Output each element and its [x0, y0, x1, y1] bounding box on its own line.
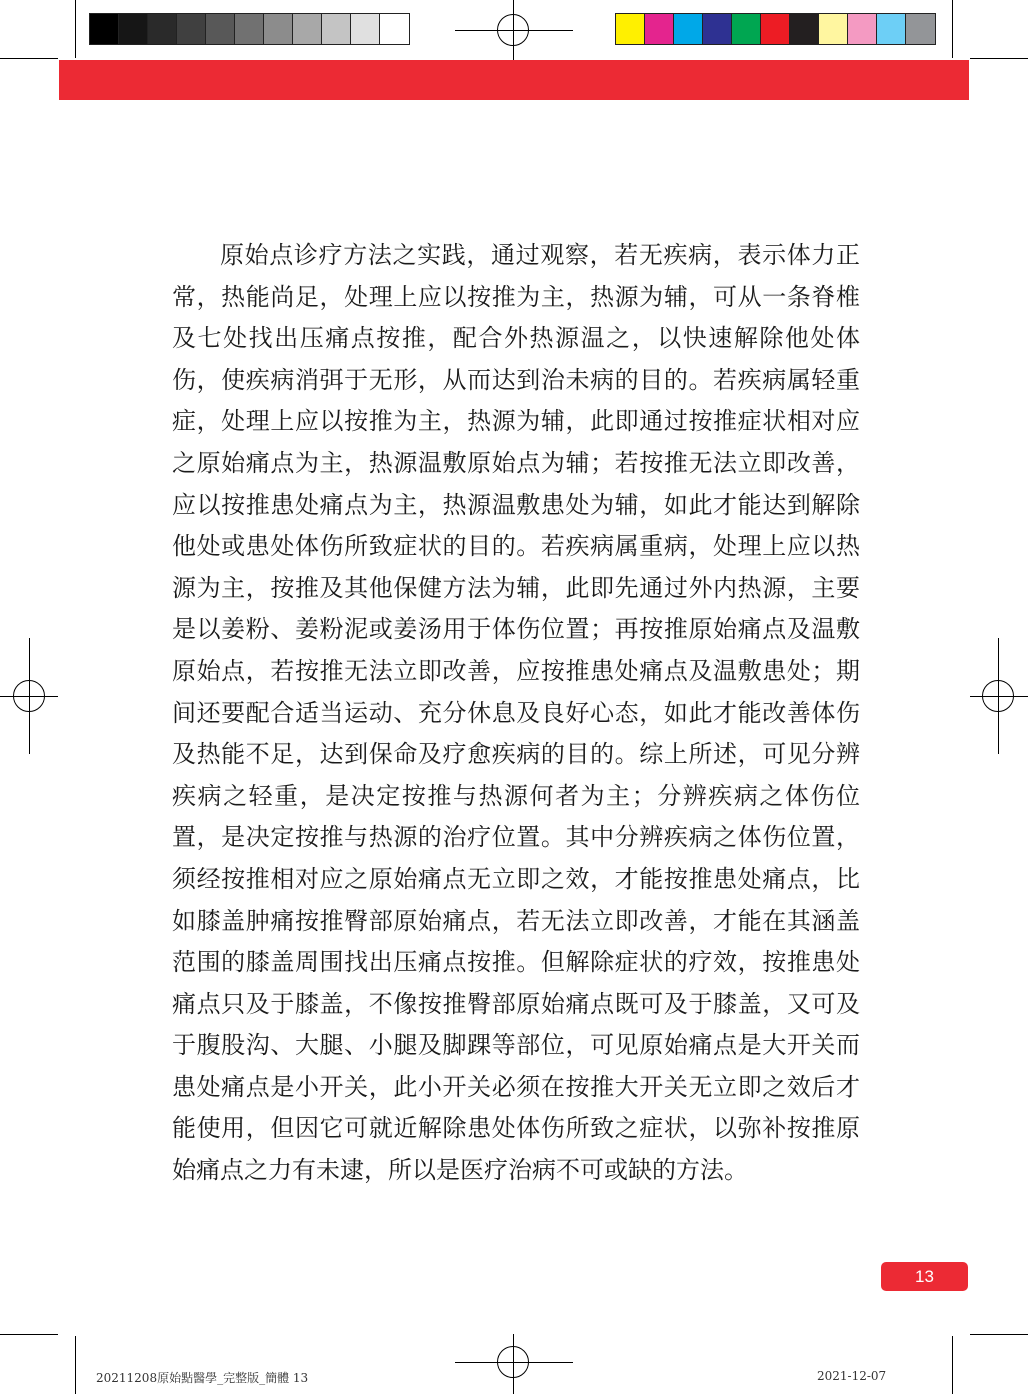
page-number-badge: 13	[881, 1262, 968, 1291]
registration-mark-icon	[497, 14, 529, 46]
calibration-swatch	[264, 14, 293, 44]
calibration-swatch	[906, 14, 935, 44]
crop-mark	[0, 58, 58, 59]
calibration-swatch	[790, 14, 819, 44]
calibration-swatch	[90, 14, 119, 44]
calibration-swatch	[848, 14, 877, 44]
calibration-swatch	[177, 14, 206, 44]
calibration-swatch	[732, 14, 761, 44]
grayscale-calibration-strip	[89, 13, 410, 45]
calibration-swatch	[322, 14, 351, 44]
registration-mark-icon	[497, 1346, 529, 1378]
calibration-swatch	[761, 14, 790, 44]
crop-mark	[952, 1336, 953, 1394]
footer-date: 2021-12-07	[817, 1369, 887, 1383]
calibration-swatch	[819, 14, 848, 44]
calibration-swatch	[645, 14, 674, 44]
calibration-swatch	[206, 14, 235, 44]
calibration-swatch	[877, 14, 906, 44]
crop-mark	[75, 0, 76, 58]
crop-mark	[952, 0, 953, 58]
calibration-swatch	[148, 14, 177, 44]
registration-mark-icon	[13, 680, 45, 712]
footer-file-label: 20211208原始點醫學_完整版_簡體 13	[96, 1371, 309, 1385]
calibration-swatch	[674, 14, 703, 44]
crop-mark	[0, 1334, 58, 1335]
header-bar	[59, 60, 969, 100]
calibration-swatch	[119, 14, 148, 44]
calibration-swatch	[293, 14, 322, 44]
calibration-swatch	[380, 14, 409, 44]
color-calibration-strip	[615, 13, 936, 45]
registration-mark-icon	[982, 680, 1014, 712]
crop-mark	[970, 1334, 1028, 1335]
crop-mark	[75, 1336, 76, 1394]
crop-mark	[970, 58, 1028, 59]
body-paragraph: 原始点诊疗方法之实践，通过观察，若无疾病，表示体力正常，热能尚足，处理上应以按推为主，热源为辅，可从一条脊椎及七处找出压痛点按推，配合外热源温之，以快速解除他处体伤，使疾病消弭于无形，从而达到治未病的目的。若疾病属轻重症，处理上应以按推为主，热源为辅，此即通过按推症状相对应之原始痛点为主，热源温敷原始点为辅；若按推无法立即改善，应以按推患处痛点为主，热源温敷患处为辅，如此才能达到解除他处或患处体伤所致症状的目的。若疾病属重病，处理上应以热源为主，按推及其他保健方法为辅，此即先通过外内热源，主要是以姜粉、姜粉泥或姜汤用于体伤位置；再按推原始痛点及温敷原始点，若按推无法立即改善，应按推患处痛点及温敷患处；期间还要配合适当运动、充分休息及良好心态，如此才能改善体伤及热能不足，达到保命及疗愈疾病的目的。综上所述，可见分辨疾病之轻重，是决定按推与热源何者为主；分辨疾病之体伤位置，是决定按推与热源的治疗位置。其中分辨疾病之体伤位置，须经按推相对应之原始痛点无立即之效，才能按推患处痛点，比如膝盖肿痛按推臀部原始痛点，若无法立即改善，才能在其涵盖范围的膝盖周围找出压痛点按推。但解除症状的疗效，按推患处痛点只及于膝盖，不像按推臀部原始痛点既可及于膝盖，又可及于腹股沟、大腿、小腿及脚踝等部位，可见原始痛点是大开关而患处痛点是小开关，此小开关必须在按推大开关无立即之效后才能使用，但因它可就近解除患处体伤所致之症状，以弥补按推原始痛点之力有未逮，所以是医疗治病不可或缺的方法。	[172, 241, 860, 1185]
calibration-swatch	[235, 14, 264, 44]
calibration-swatch	[616, 14, 645, 44]
calibration-swatch	[703, 14, 732, 44]
calibration-swatch	[351, 14, 380, 44]
